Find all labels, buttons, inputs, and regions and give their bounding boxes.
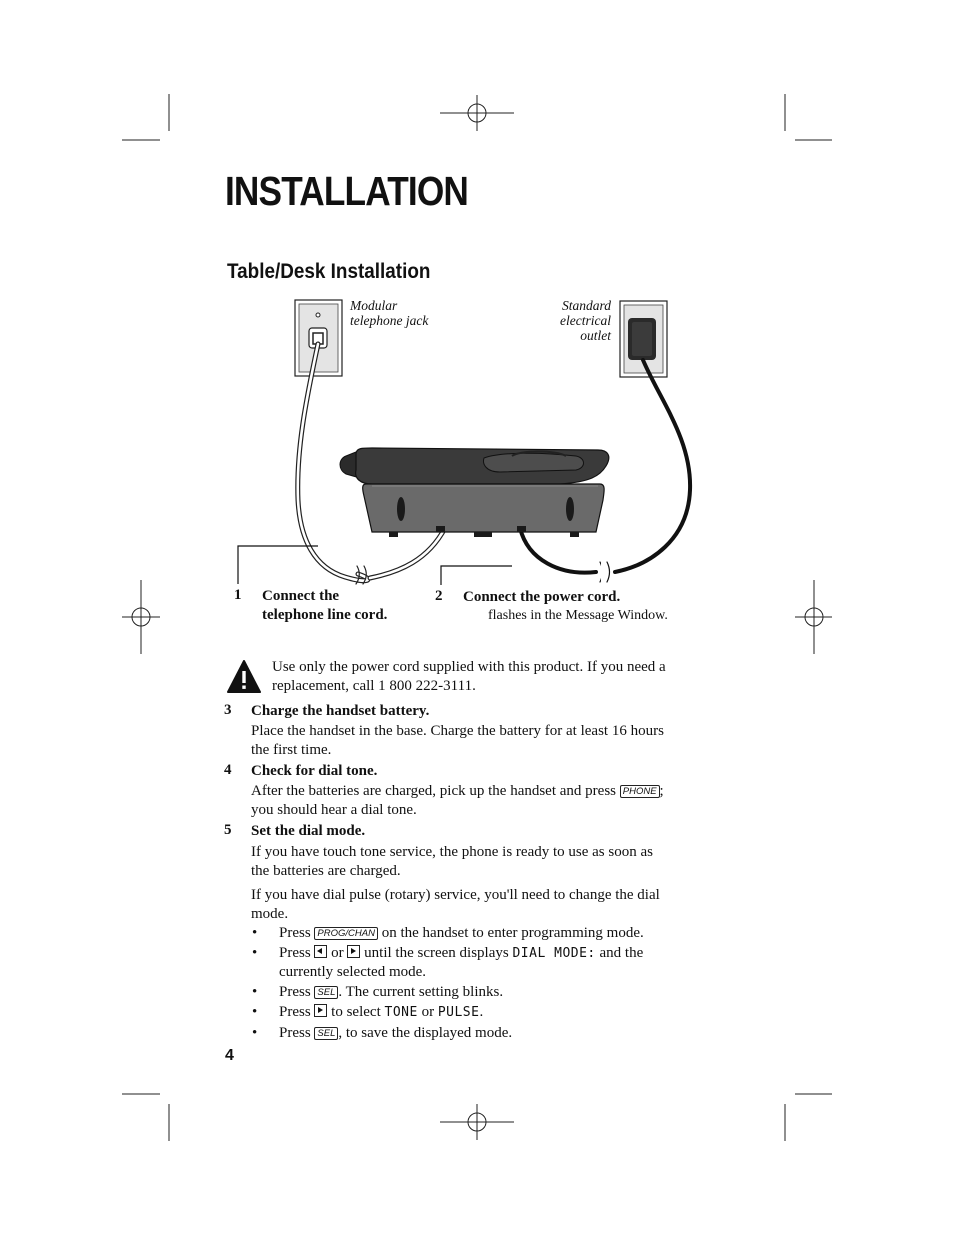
step-3-heading: Charge the handset battery.	[251, 703, 430, 719]
telephone-base-icon	[340, 448, 609, 537]
step-3-number: 3	[224, 702, 232, 718]
step-1-number: 1	[234, 587, 242, 603]
bullet-2-continued: currently selected mode.	[279, 964, 427, 980]
sel-key-icon: SEL	[314, 986, 338, 999]
right-arrow-key-icon	[314, 1004, 327, 1017]
step-4-heading: Check for dial tone.	[251, 763, 378, 779]
step-3: Charge the handset battery. Place the handset in the base. Charge the battery for at least 16 hours the first time.	[251, 703, 664, 758]
step-5-number: 5	[224, 822, 232, 838]
step-4: Check for dial tone. After the batteries are charged, pick up the handset and press PHONE ; you should hear a dial tone.	[251, 763, 664, 818]
step-4-number: 4	[224, 762, 232, 778]
prog-chan-key-icon: PROG/CHAN	[314, 927, 378, 940]
bullet-2: • Press or until the screen displays DIAL MODE: and the	[252, 945, 644, 961]
step-5-heading: Set the dial mode.	[251, 823, 366, 839]
bullet-5: • Press SEL , to save the displayed mode.	[252, 1025, 513, 1041]
step-2-heading: Connect the power cord.	[463, 589, 621, 605]
lcd-pulse: PULSE	[437, 1005, 480, 1020]
page-title: INSTALLATION	[225, 168, 469, 214]
sel-key-icon: SEL	[314, 1027, 338, 1040]
jack-label: Modular telephone jack	[350, 298, 429, 328]
lcd-dial-mode: DIAL MODE:	[512, 946, 596, 961]
step-5: Set the dial mode. If you have touch tone service, the phone is ready to use as soon as the batteries are charged. If you have dial pulse (rotary) service, you'll need to change the dial mode.	[251, 823, 660, 922]
step-2-note: flashes in the Message Window.	[488, 608, 668, 623]
right-arrow-key-icon	[347, 945, 360, 958]
left-arrow-key-icon	[314, 945, 327, 958]
bullet-1: • Press PROG/CHAN on the handset to enter programming mode.	[252, 925, 644, 941]
section-title: Table/Desk Installation	[227, 260, 431, 283]
warning-icon	[226, 659, 262, 695]
warning-text: Use only the power cord supplied with this product. If you need a replacement, call 1 800 222-3111.	[272, 659, 666, 694]
page-number: 4	[225, 1047, 234, 1064]
step-2-number: 2	[435, 588, 443, 604]
step-1-heading: Connect the telephone line cord.	[262, 588, 388, 623]
lcd-tone: TONE	[384, 1005, 418, 1020]
telephone-jack-icon	[295, 300, 342, 376]
bullet-3: • Press SEL . The current setting blinks.	[252, 984, 504, 1000]
outlet-label: Standard electrical outlet	[560, 298, 611, 343]
bullet-4: • Press to select TONE or PULSE.	[252, 1004, 484, 1020]
phone-key-icon: PHONE	[620, 785, 660, 798]
